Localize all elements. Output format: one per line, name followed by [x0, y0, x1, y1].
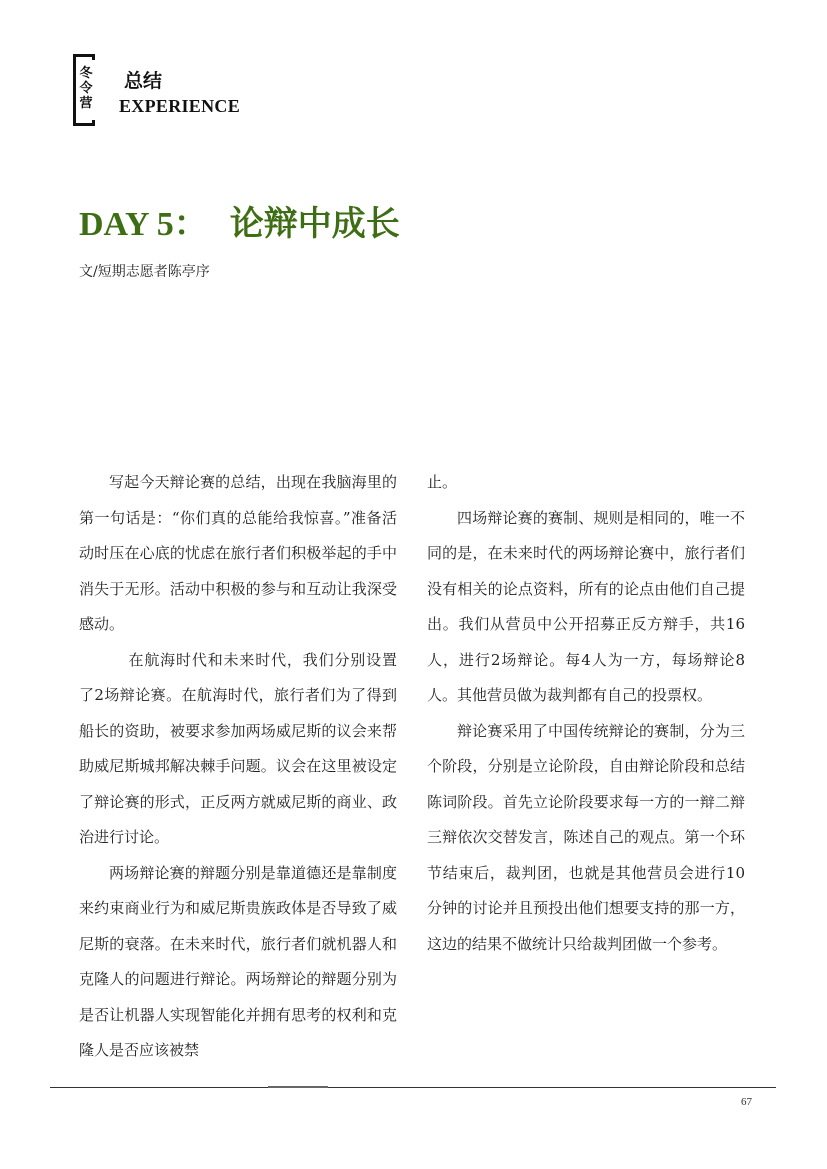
- day-label: DAY 5：: [79, 206, 208, 243]
- section-tag: [71, 54, 97, 126]
- paragraph: 两场辩论赛的辩题分别是靠道德还是靠制度来约束商业行为和威尼斯贵族政体是否导致了威尼斯的衰落。在未来时代，旅行者们就机器人和克隆人的问题进行辩论。两场辩论的辩题分别为是否让机器人实现智能化并拥有思考的权利和克隆人是否应该被禁: [79, 863, 397, 1059]
- page-number: 67: [741, 1096, 752, 1108]
- paragraph: 四场辩论赛的赛制、规则是相同的，唯一不同的是，在未来时代的两场辩论赛中，旅行者们没有相关的论点资料，所有的论点由他们自己提出。我们从营员中公开招募正反方辩手，共16人，进行2场辩论。每4人为一方，每场辩论8人。其他营员做为裁判都有自己的投票权。: [427, 508, 745, 704]
- section-subtitle: EXPERIENCE: [119, 96, 241, 116]
- article-title: 论辩中成长: [229, 206, 400, 243]
- footer-rule: [50, 1087, 776, 1088]
- left-column: [79, 465, 397, 1069]
- paragraph: 在航海时代和未来时代，我们分别设置了2场辩论赛。在航海时代，旅行者们为了得到船长的资助，被要求参加两场威尼斯的议会来帮助威尼斯城邦解决棘手问题。议会在这里被设定了辩论赛的形式，正反两方就威尼斯的商业、政治进行讨论。: [79, 650, 397, 846]
- footer-rule-accent: [268, 1086, 328, 1088]
- section-tag-text: 冬令营: [79, 66, 93, 111]
- byline: 文/短期志愿者陈亭序: [79, 264, 210, 280]
- section-title: 总结: [124, 70, 163, 92]
- paragraph: 辩论赛采用了中国传统辩论的赛制，分为三个阶段，分别是立论阶段，自由辩论阶段和总结陈词阶段。首先立论阶段要求每一方的一辩二辩三辩依次交替发言，陈述自己的观点。第一个环节结束后，裁判团，也就是其他营员会进行10分钟的讨论并且预投出他们想要支持的那一方，这边的结果不做统计只给裁判团做一个参考。: [427, 721, 745, 953]
- article-headline: [79, 196, 400, 245]
- bracket-side-decoration: [73, 58, 76, 122]
- paragraph: 写起今天辩论赛的总结，出现在我脑海里的第一句话是：“你们真的总能给我惊喜。”准备活动时压在心底的忧虑在旅行者们积极举起的手中消失于无形。活动中积极的参与和互动让我深受感动。: [79, 473, 397, 633]
- bracket-top-decoration: [73, 54, 95, 60]
- paragraph: 止。: [427, 473, 458, 491]
- bracket-bottom-decoration: [73, 120, 95, 126]
- right-column: [427, 465, 745, 962]
